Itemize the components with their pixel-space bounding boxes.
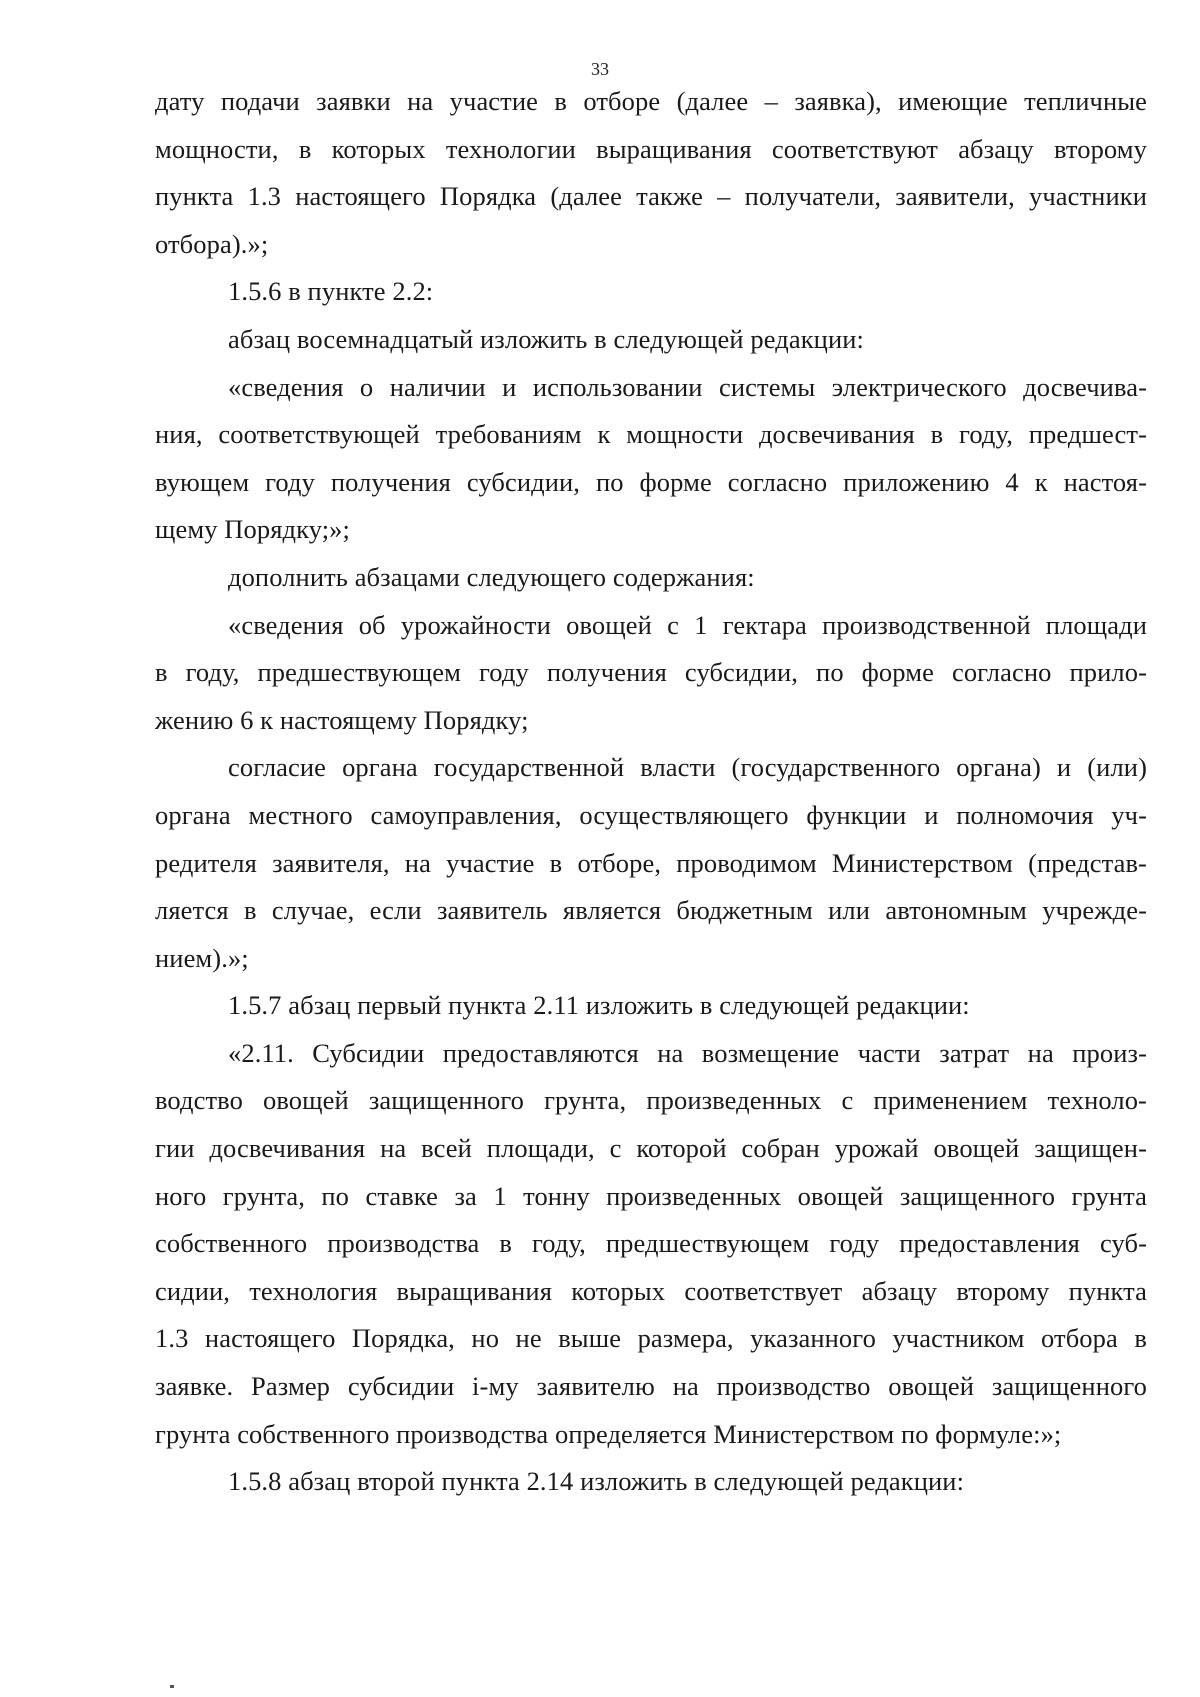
text-line: нием).»; (155, 942, 249, 973)
text-line: органа местного самоуправления, осуществляющего функции и полномочия уч- (155, 799, 1147, 830)
text-line: грунта собственного производства определяется Министерством по формуле:»; (155, 1418, 1062, 1449)
text-line: редителя заявителя, на участие в отборе, проводимом Министерством (представ- (155, 847, 1147, 878)
text-line: водство овощей защищенного грунта, произведенных с применением техноло- (155, 1085, 1147, 1116)
document-body (155, 78, 1147, 1506)
text-line: 1.3 настоящего Порядка, но не выше размера, указанного участником отбора в (155, 1323, 1147, 1354)
text-line: щему Порядку;»; (155, 514, 350, 545)
page-number: 33 (591, 59, 609, 79)
text-line: согласие органа государственной власти (государственного органа) и (или) (228, 752, 1147, 783)
text-line: ного грунта, по ставке за 1 тонну произведенных овощей защищенного грунта (155, 1180, 1147, 1211)
text-line: дополнить абзацами следующего содержания: (228, 561, 755, 592)
text-line: «2.11. Субсидии предоставляются на возмещение части затрат на произ- (228, 1037, 1147, 1068)
text-line: в году, предшествующем году получения субсидии, по форме согласно прило- (155, 657, 1147, 688)
text-line: дату подачи заявки на участие в отборе (далее – заявка), имеющие тепличные (155, 86, 1147, 116)
text-line: ния, соответствующей требованиям к мощности досвечивания в году, предшест- (155, 419, 1147, 450)
text-line: 1.5.8 абзац второй пункта 2.14 изложить в следующей редакции: (228, 1466, 965, 1497)
text-line: мощности, в которых технологии выращивания соответствуют абзацу второму (155, 133, 1147, 164)
text-line: жению 6 к настоящему Порядку; (155, 704, 529, 735)
text-line: гии досвечивания на всей площади, с которой собран урожай овощей защищен- (155, 1133, 1147, 1164)
text-line: 1.5.7 абзац первый пункта 2.11 изложить в следующей редакции: (228, 990, 970, 1021)
text-line: «сведения об урожайности овощей с 1 гектара производственной площади (228, 609, 1147, 640)
text-line: отбора).»; (155, 228, 269, 259)
text-line: ляется в случае, если заявитель является бюджетным или автономным учрежде- (155, 895, 1147, 926)
text-line: пункта 1.3 настоящего Порядка (далее также – получатели, заявители, участники (155, 181, 1147, 212)
text-line: заявке. Размер субсидии i-му заявителю на производство овощей защищенного (155, 1371, 1147, 1402)
scan-mark (170, 1685, 174, 1688)
text-line: сидии, технология выращивания которых соответствует абзацу второму пункта (155, 1275, 1147, 1306)
text-line: абзац восемнадцатый изложить в следующей редакции: (228, 323, 864, 354)
text-line: собственного производства в году, предшествующем году предоставления суб- (155, 1228, 1147, 1259)
text-line: 1.5.6 в пункте 2.2: (228, 276, 434, 307)
text-line: вующем году получения субсидии, по форме согласно приложению 4 к настоя- (155, 466, 1147, 497)
text-line: «сведения о наличии и использовании системы электрического досвечива- (228, 371, 1147, 402)
